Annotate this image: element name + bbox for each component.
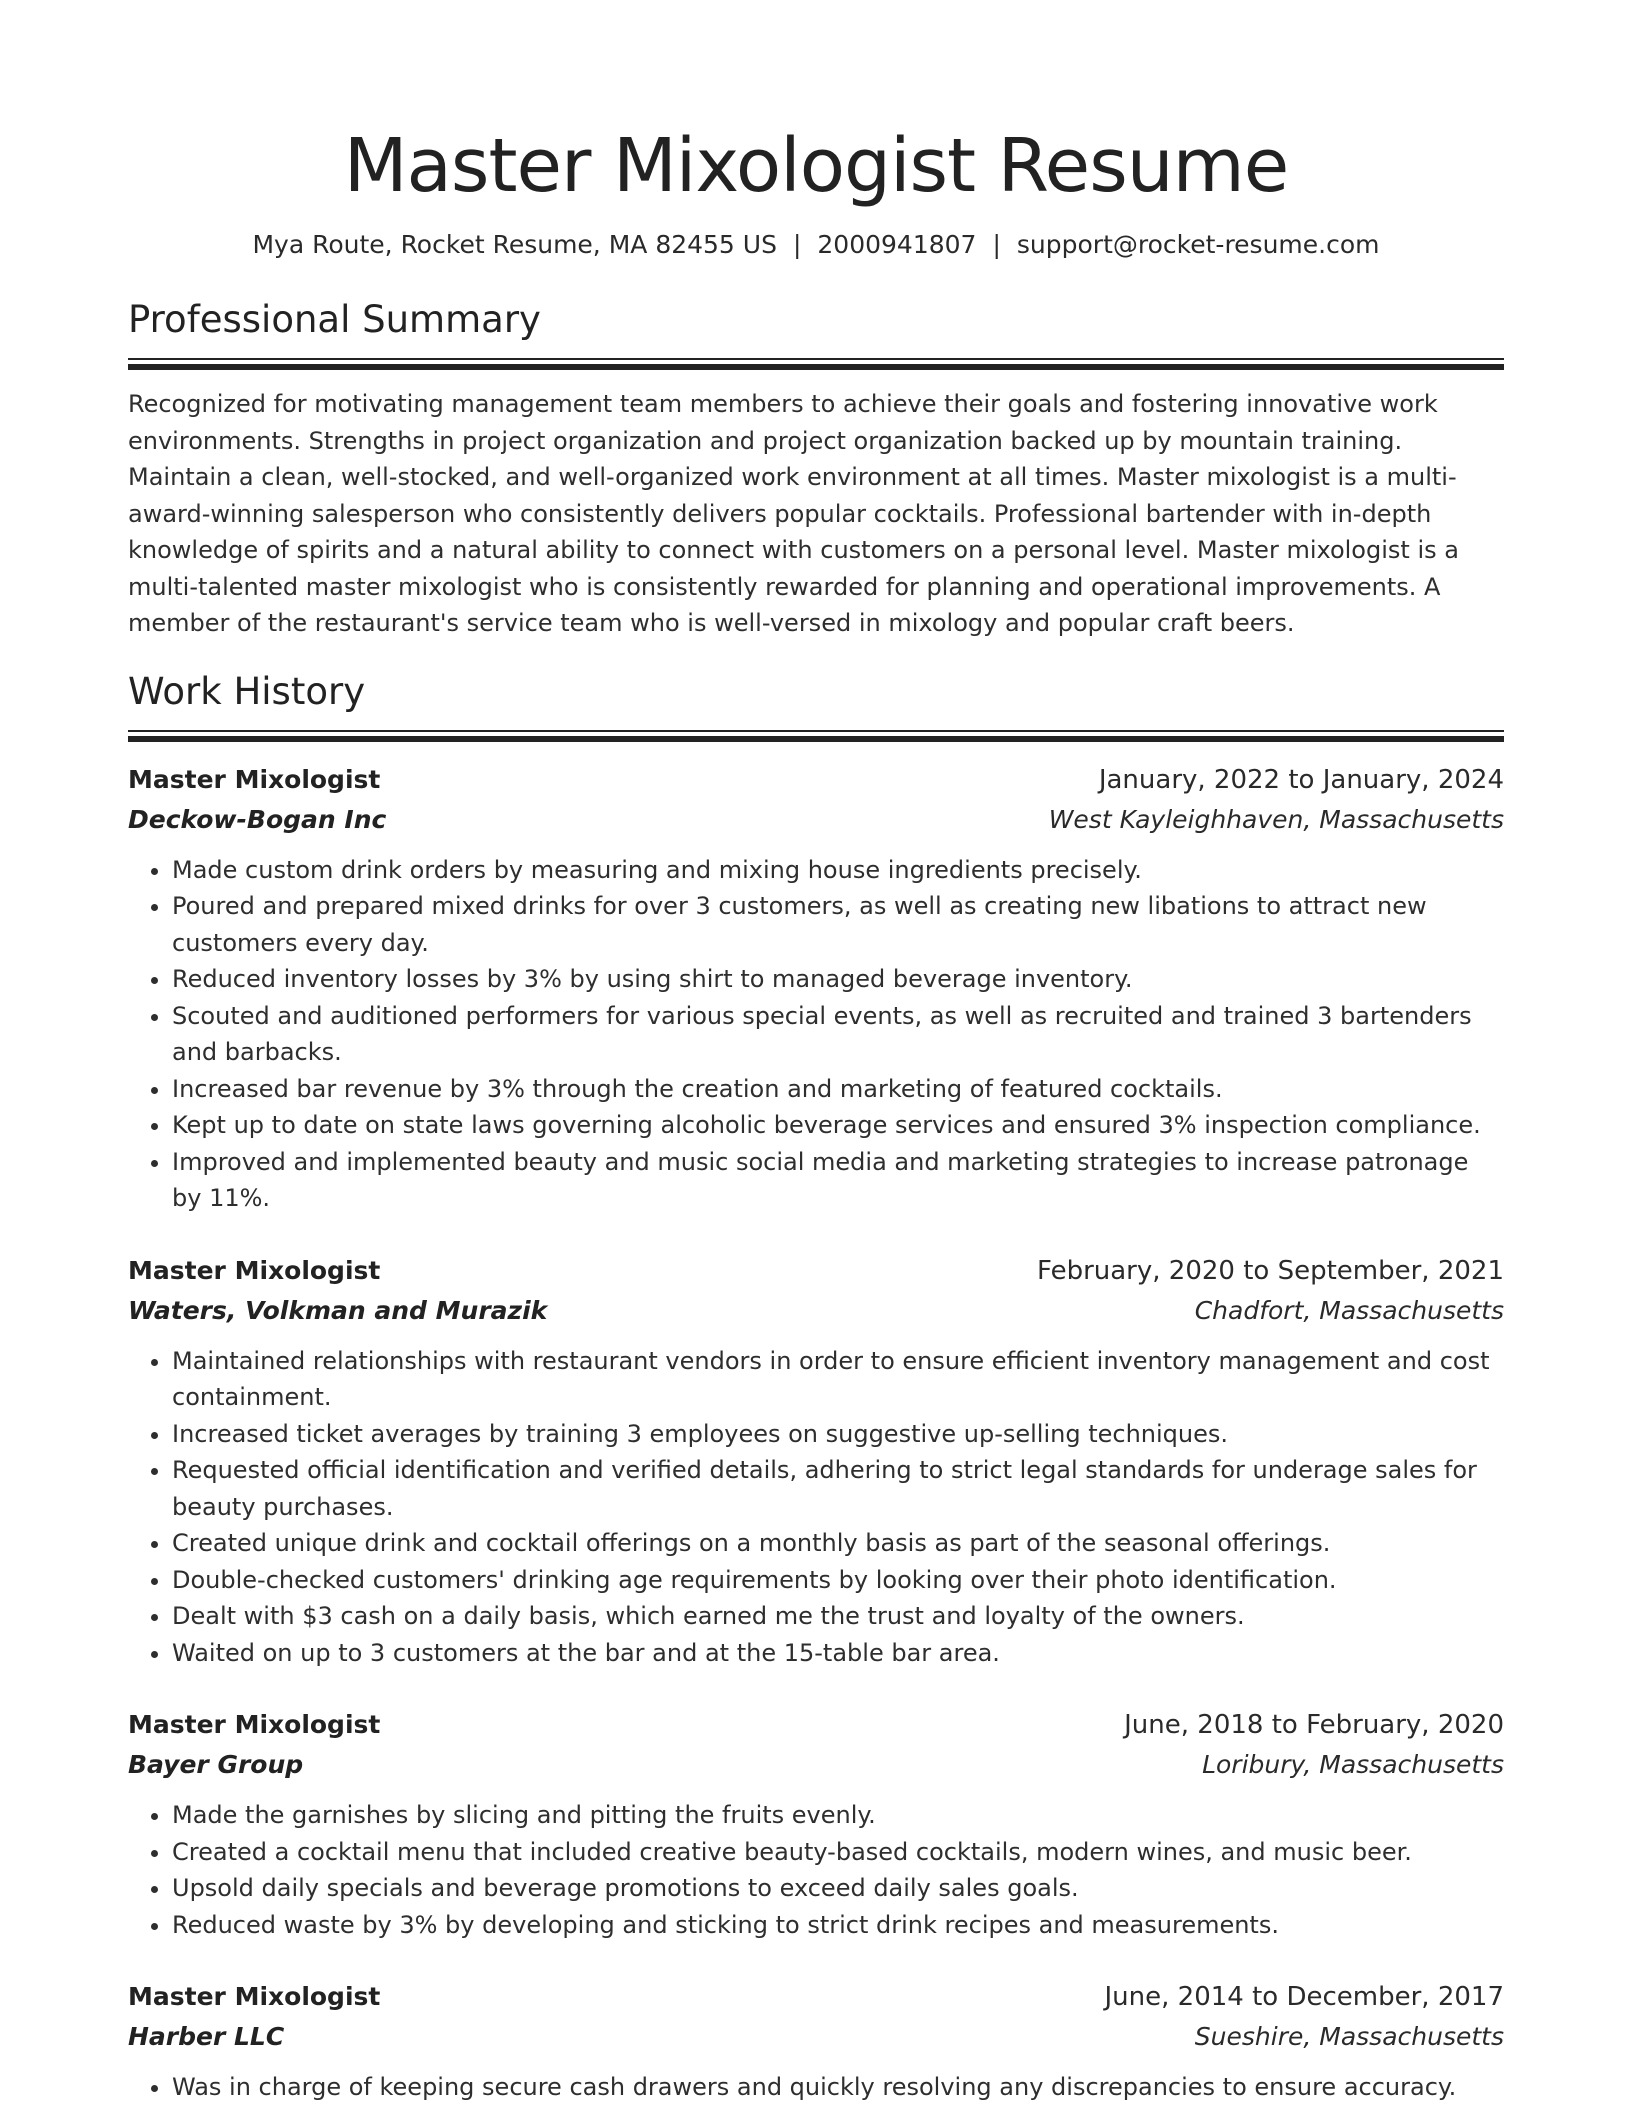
job-entry bbox=[128, 1705, 1504, 1943]
resume-title: Master Mixologist Resume bbox=[343, 123, 1289, 209]
resume-page bbox=[128, 0, 1504, 2106]
job-company-row bbox=[128, 2017, 1504, 2057]
contact-separator: | bbox=[992, 230, 1001, 259]
job-bullet-list bbox=[128, 2069, 1504, 2106]
job-bullet: • Made the garnishes by slicing and pitting the fruits evenly. bbox=[172, 1797, 1504, 1834]
job-location: Chadfort, Massachusetts bbox=[1194, 1295, 1504, 1325]
job-header-row bbox=[128, 1705, 1504, 1745]
job-bullet: • Reduced waste by 3% by developing and sticking to strict drink recipes and measurements. bbox=[172, 1907, 1504, 1944]
job-bullet: • Improved and implemented beauty and music social media and marketing strategies to increase patronage by 11%. bbox=[172, 1144, 1504, 1217]
job-bullet: • Created unique drink and cocktail offerings on a monthly basis as part of the seasonal offerings. bbox=[172, 1525, 1504, 1562]
job-bullet: • Waited on up to 3 customers at the bar and at the 15-table bar area. bbox=[172, 1635, 1504, 1672]
job-company-row bbox=[128, 800, 1504, 840]
job-bullet: • Was in charge of keeping secure cash drawers and quickly resolving any discrepancies to ensure accuracy. bbox=[172, 2069, 1504, 2106]
job-bullet: • Kept up to date on state laws governing alcoholic beverage services and ensured 3% inspection compliance. bbox=[172, 1107, 1504, 1144]
job-dates: February, 2020 to September, 2021 bbox=[1037, 1255, 1504, 1286]
job-bullet: • Created a cocktail menu that included creative beauty-based cocktails, modern wines, and music beer. bbox=[172, 1834, 1504, 1871]
job-bullet: • Made custom drink orders by measuring and mixing house ingredients precisely. bbox=[172, 852, 1504, 889]
section-heading-work-history: Work History bbox=[128, 669, 366, 713]
job-bullet: • Requested official identification and verified details, adhering to strict legal standards for underage sales for beauty purchases. bbox=[172, 1452, 1504, 1525]
contact-separator: | bbox=[792, 230, 802, 259]
job-dates: January, 2022 to January, 2024 bbox=[1098, 764, 1504, 795]
job-bullet: • Increased ticket averages by training 3 employees on suggestive up-selling techniques. bbox=[172, 1416, 1504, 1453]
job-bullet: • Increased bar revenue by 3% through the creation and marketing of featured cocktails. bbox=[172, 1071, 1504, 1108]
job-list bbox=[128, 760, 1504, 2106]
job-title: Master Mixologist bbox=[128, 764, 381, 794]
job-entry bbox=[128, 1251, 1504, 1672]
section-heading-summary: Professional Summary bbox=[128, 298, 541, 341]
job-bullet-list bbox=[128, 1343, 1504, 1672]
job-dates: June, 2018 to February, 2020 bbox=[1124, 1710, 1504, 1740]
job-location: West Kayleighhaven, Massachusetts bbox=[1048, 804, 1504, 834]
job-bullet: • Scouted and auditioned performers for various special events, as well as recruited and trained 3 bartenders and barbacks. bbox=[172, 998, 1504, 1071]
job-bullet-list bbox=[128, 1797, 1504, 1943]
section-divider bbox=[128, 358, 1504, 370]
contact-address: Mya Route, Rocket Resume, MA 82455 US bbox=[252, 230, 777, 259]
work-history-section bbox=[128, 668, 1504, 2106]
job-header-row bbox=[128, 1977, 1504, 2017]
job-company-row bbox=[128, 1291, 1504, 1331]
job-company: Bayer Group bbox=[128, 1750, 304, 1779]
job-bullet: • Upsold daily specials and beverage promotions to exceed daily sales goals. bbox=[172, 1870, 1504, 1907]
job-company: Waters, Volkman and Murazik bbox=[128, 1295, 548, 1325]
job-company: Harber LLC bbox=[128, 2022, 285, 2051]
professional-summary-section bbox=[128, 296, 1504, 642]
job-bullet: • Dealt with $3 cash on a daily basis, which earned me the trust and loyalty of the owners. bbox=[172, 1598, 1504, 1635]
job-title: Master Mixologist bbox=[128, 1710, 381, 1739]
job-entry bbox=[128, 1977, 1504, 2106]
summary-text: Recognized for motivating management team members to achieve their goals and fostering innovative work environments. Strengths in project organization and project organization backed up by mountain training. Maintain a clean, well-stocked, and well-organized work environment at all times. Master mixologist is a multi-award-winning salesperson who consistently delivers popular cocktails. Professional bartender with in-depth knowledge of spirits and a natural ability to connect with customers on a personal level. Master mixologist is a multi-talented master mixologist who is consistently rewarded for planning and operational improvements. A member of the restaurant's service team who is well-versed in mixology and popular craft beers. bbox=[128, 390, 1459, 637]
contact-email: support@rocket-resume.com bbox=[1016, 230, 1380, 259]
job-header-row bbox=[128, 760, 1504, 800]
contact-phone: 2000941807 bbox=[817, 230, 977, 259]
job-company: Deckow-Bogan Inc bbox=[128, 804, 387, 834]
contact-line bbox=[128, 228, 1504, 262]
job-bullet: • Maintained relationships with restaurant vendors in order to ensure efficient inventory management and cost containment. bbox=[172, 1343, 1504, 1416]
job-bullet: • Poured and prepared mixed drinks for over 3 customers, as well as creating new libations to attract new customers every day. bbox=[172, 888, 1504, 961]
job-title: Master Mixologist bbox=[128, 1982, 381, 2011]
job-dates: June, 2014 to December, 2017 bbox=[1104, 1982, 1504, 2012]
job-entry bbox=[128, 760, 1504, 1217]
job-header-row bbox=[128, 1251, 1504, 1291]
section-divider bbox=[128, 730, 1504, 742]
job-location: Loribury, Massachusetts bbox=[1202, 1750, 1504, 1779]
job-bullet: • Reduced inventory losses by 3% by using shirt to managed beverage inventory. bbox=[172, 961, 1504, 998]
job-company-row bbox=[128, 1745, 1504, 1785]
job-location: Sueshire, Massachusetts bbox=[1194, 2022, 1504, 2051]
job-bullet-list bbox=[128, 852, 1504, 1217]
job-title: Master Mixologist bbox=[128, 1255, 381, 1285]
job-bullet: • Double-checked customers' drinking age requirements by looking over their photo identification. bbox=[172, 1562, 1504, 1599]
